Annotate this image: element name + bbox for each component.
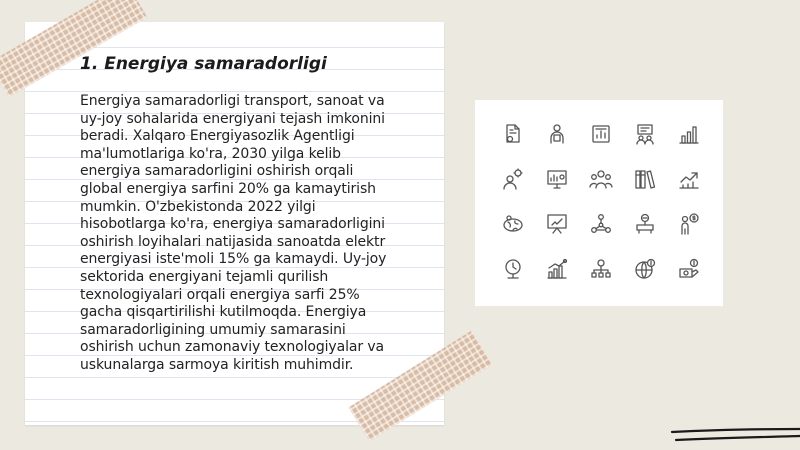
org-structure-icon (579, 257, 623, 302)
bar-chart-icon (667, 122, 711, 167)
body-line: hisobotlarga ko'ra, energiya samaradorligini (80, 216, 385, 233)
meeting-icon (623, 212, 667, 257)
team-board-icon (623, 122, 667, 167)
body-line: global energiya sarfini 20% ga kamaytirish (80, 180, 376, 197)
network-nodes-icon (579, 212, 623, 257)
body-line: energiya samaradorligini oshirish orqali (80, 163, 354, 180)
person-gears-icon (491, 167, 535, 212)
clock-target-icon (491, 257, 535, 302)
body-line: oshirish loyihalari natijasida sanoatda elektr (80, 233, 386, 250)
body-paragraph (80, 93, 425, 375)
rising-bars-icon (535, 257, 579, 302)
world-map-icon (491, 212, 535, 257)
body-line: uskunalarga sarmoya kiritish muhimdir. (80, 356, 354, 373)
team-icon (579, 167, 623, 212)
document-chart-icon (579, 122, 623, 167)
dashboard-screen-icon (535, 167, 579, 212)
money-hand-icon (667, 257, 711, 302)
body-line: texnologiyalari orqali energiya sarfi 25% (80, 286, 360, 303)
body-line: beradi. Xalqaro Energiyasozlik Agentligi (80, 128, 355, 145)
body-line: uy-joy sohalarida energiyani tejash imkonini (80, 110, 385, 127)
binders-icon (623, 167, 667, 212)
person-money-icon (667, 212, 711, 257)
globe-money-icon (623, 257, 667, 302)
body-line: sektorida energiyani tejamli qurilish (80, 268, 329, 285)
presentation-board-icon (535, 212, 579, 257)
decorative-lines (670, 420, 800, 450)
person-clipboard-icon (535, 122, 579, 167)
section-heading: 1. Energiya samaradorligi (80, 54, 327, 74)
body-line: energiyasi iste'moli 15% ga kamaydi. Uy-joy (80, 251, 387, 268)
icon-grid (491, 122, 711, 302)
icon-set-card (475, 100, 723, 306)
document-person-icon (491, 122, 535, 167)
body-line: gacha qisqartirilishi kutilmoqda. Energiya (80, 304, 367, 321)
body-line: oshirish uchun zamonaviy texnologiyalar va (80, 339, 385, 356)
body-line: ma'lumotlariga ko'ra, 2030 yilga kelib (80, 145, 341, 162)
growth-chart-icon (667, 167, 711, 212)
body-line: samaradorligining umumiy samarasini (80, 321, 346, 338)
body-line: mumkin. O'zbekistonda 2022 yilgi (80, 198, 316, 215)
body-line: Energiya samaradorligi transport, sanoat va (80, 93, 385, 109)
